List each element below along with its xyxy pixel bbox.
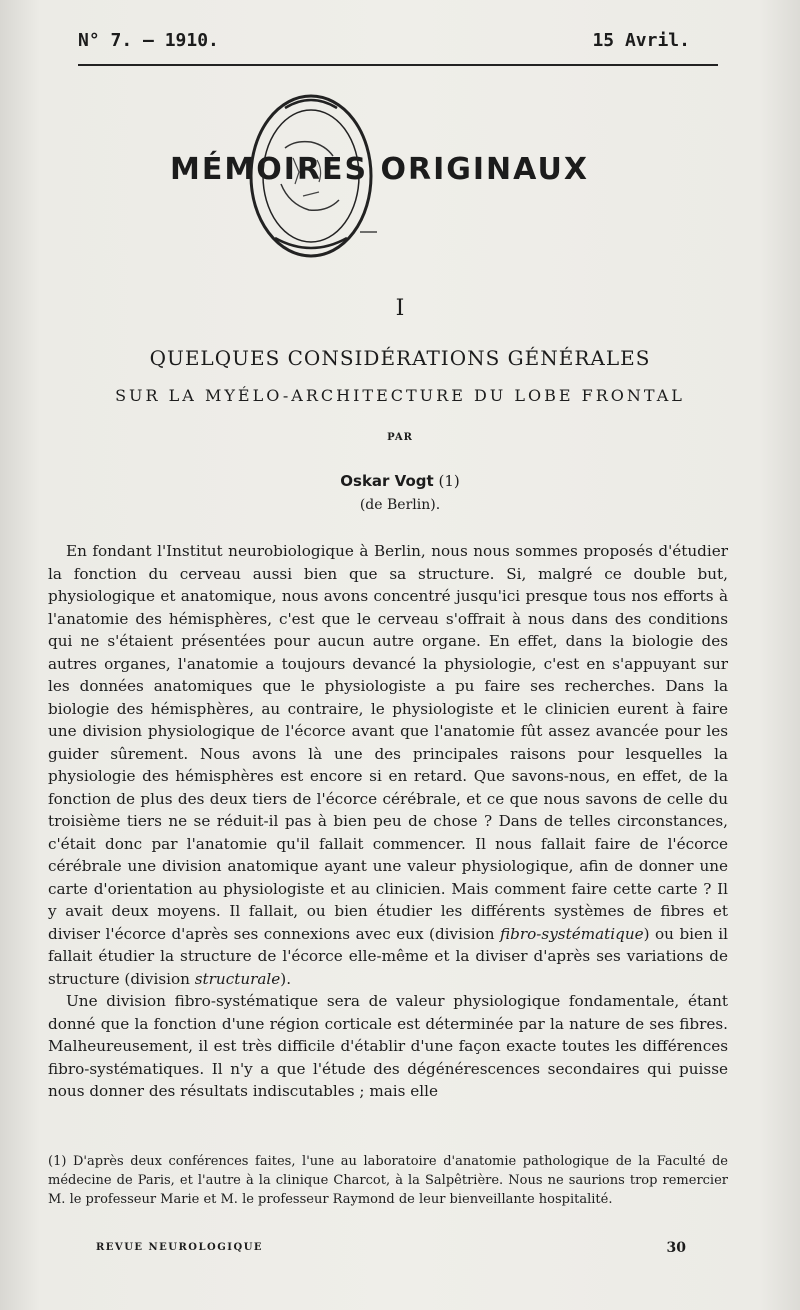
running-header — [78, 24, 718, 66]
journal-name: REVUE NEUROLOGIQUE — [96, 1242, 264, 1253]
library-stamp-icon — [245, 88, 377, 268]
section-title: MÉMOIRES ORIGINAUX — [170, 152, 589, 187]
article-body — [48, 540, 728, 1103]
running-footer — [96, 1242, 686, 1262]
author-name: Oskar Vogt — [340, 472, 434, 490]
italic-term: fibro-systématique — [500, 924, 644, 943]
issue-date: 15 Avril. — [592, 30, 690, 51]
page-number: 30 — [666, 1240, 686, 1256]
paragraph: Une division fibro-systématique sera de valeur physiologique fondamentale, étant donné que la fonction d'une région corticale est déterminée par la nature de ses fibres. Malheureusement, il est très difficile d'établir d'une façon exacte toutes les différences fibro-systématiques. Il n'y a que l'étude des dégénérescences secondaires qui puisse nous donner des résultats indiscutables ; mais elle — [48, 992, 728, 1100]
italic-term: structurale — [194, 969, 281, 988]
paragraph: En fondant l'Institut neurobiologique à Berlin, nous nous sommes proposés d'étudier la fonction du cerveau aussi bien que sa structure. Si, malgré ce double but, physiologique et anatomique, nous avons concentré jusqu'ici presque tous nos efforts à l'anatomie des hémisphères, c'est que le cerveau s'offrait à nous dans des conditions qui ne s'étaient présentées pour aucun autre organe. En effet, dans la biologie des autres organes, l'anatomie a toujours devancé la physiologie, c'est en s'appuyant sur les données anatomiques que le physiologiste a pu faire ses recherches. Dans la biologie des hémisphères, au contraire, le physiologiste et le clinicien eurent à faire une division physiologique de l'écorce avant que l'anatomie fût assez avancée pour les guider sûrement. Nous avons là une des principales raisons pour lesquelles la physiologie des hémisphères est encore si en retard. Que savons-nous, en effet, de la fonction de plus des deux tiers de l'écorce cérébrale, et ce que nous savons de celle du troisième tiers ne se réduit-il pas à bien peu de chose ? Dans de telles circonstances, c'était donc par l'anatomie qu'il fallait commencer. Il nous fallait faire de l'écorce cérébrale une division anatomique ayant une valeur physiologique, afin de donner une carte d'orientation au physiologiste et au clinicien. Mais comment faire cette carte ? Il y avait deux moyens. Il fallait, ou bien étudier les différents systèmes de fibres et diviser l'écorce d'après ses connexions avec eux (division fibro-systématique) ou bien il fallait étudier la structure de l'écorce elle-même et la diviser d'après ses variations de structure (division structurale). — [48, 542, 728, 988]
article-title: QUELQUES CONSIDÉRATIONS GÉNÉRALES — [149, 346, 651, 370]
author-line — [0, 472, 800, 490]
article-number: I — [395, 296, 405, 321]
article-subtitle: SUR LA MYÉLO-ARCHITECTURE DU LOBE FRONTAL — [115, 386, 685, 405]
author-affiliation: (de Berlin). — [359, 497, 441, 513]
issue-number: N° 7. — 1910. — [78, 30, 219, 51]
byline-par: PAR — [387, 432, 413, 443]
footnote-ref: (1) — [438, 472, 460, 490]
footnote: (1) D'après deux conférences faites, l'une au laboratoire d'anatomie pathologique de la Faculté de médecine de Paris, et l'autre à la clinique Charcot, à la Salpêtrière. Nous ne saurions trop remercier M. le professeur Marie et M. le professeur Raymond de leur bienveillante hospitalité. — [48, 1154, 728, 1207]
